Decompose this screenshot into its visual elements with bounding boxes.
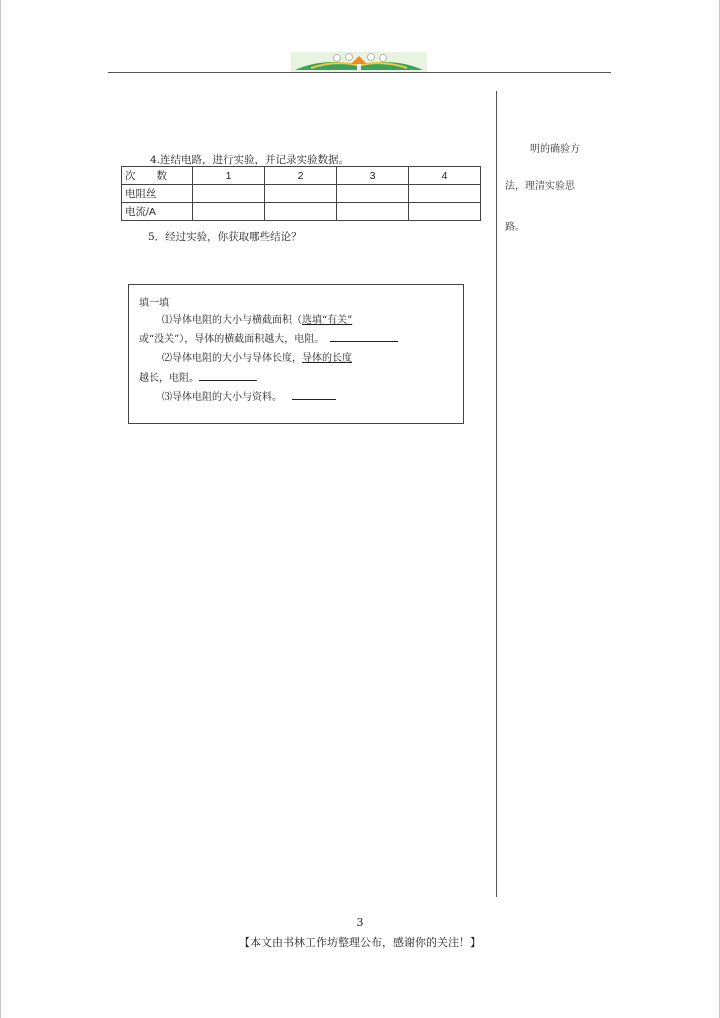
- margin-note-line-3: 路。: [505, 222, 525, 233]
- question-2-text: ⑵导体电阻的大小与导体长度，: [162, 353, 302, 364]
- table-row-label: 电阻丝: [122, 185, 193, 203]
- question-1-text-2: 或“没关”），导体的横截面积越大，电阻。: [139, 334, 325, 345]
- footer-notice: 【本文由书林工作坊整理公布，感谢你的关注！】: [239, 936, 481, 949]
- table-cell: [193, 203, 265, 221]
- question-3-text: ⑶导体电阻的大小与资料。: [162, 392, 282, 403]
- question-1-text: ⑴导体电阻的大小与横截面积（: [162, 315, 302, 326]
- answer-blank-3[interactable]: [292, 389, 336, 400]
- table-cell: [409, 185, 481, 203]
- table-header-cell: 3: [337, 167, 409, 185]
- header-rule: [108, 72, 611, 73]
- question-2-hint: 导体的长度: [302, 353, 352, 364]
- step-4-instruction: 4.连结电路，进行实验，并记录实验数据。: [150, 154, 350, 166]
- table-row: [122, 185, 481, 203]
- question-2-text-2: 越长，电阻。: [139, 373, 199, 384]
- table-cell: [193, 185, 265, 203]
- table-header-row: [122, 167, 481, 185]
- header-logo: [291, 52, 427, 72]
- table-header-cell: 4: [409, 167, 481, 185]
- fill-in-title: 填一填: [139, 298, 169, 309]
- table-cell: [265, 203, 337, 221]
- question-2-line-2: [139, 369, 257, 384]
- margin-note-line-1: 明的确验方: [530, 144, 580, 155]
- margin-divider: [496, 91, 497, 897]
- page-border-left: [0, 0, 1, 1018]
- table-row: [122, 203, 481, 221]
- table-cell: [337, 185, 409, 203]
- table-row-label: 电流/A: [122, 203, 193, 221]
- table-cell: [337, 203, 409, 221]
- step-5-question: 5．经过实验，你获取哪些结论？: [148, 231, 302, 243]
- question-2-line-1: [162, 349, 352, 364]
- table-cell: [409, 203, 481, 221]
- table-header-cell: 2: [265, 167, 337, 185]
- question-3-line: [162, 388, 336, 403]
- data-table: [121, 166, 481, 221]
- table-header-cell: 1: [193, 167, 265, 185]
- margin-note-line-2: 法，理清实验思: [505, 181, 575, 192]
- question-1-hint: 选填“有关”: [302, 315, 353, 326]
- answer-blank-1[interactable]: [330, 331, 398, 342]
- question-1-line-2: [139, 330, 398, 345]
- question-1-line-1: [162, 311, 352, 326]
- table-cell: [265, 185, 337, 203]
- page-number: 3: [356, 916, 364, 929]
- table-header-cell: 次 数: [122, 167, 193, 185]
- answer-blank-2[interactable]: [199, 370, 257, 381]
